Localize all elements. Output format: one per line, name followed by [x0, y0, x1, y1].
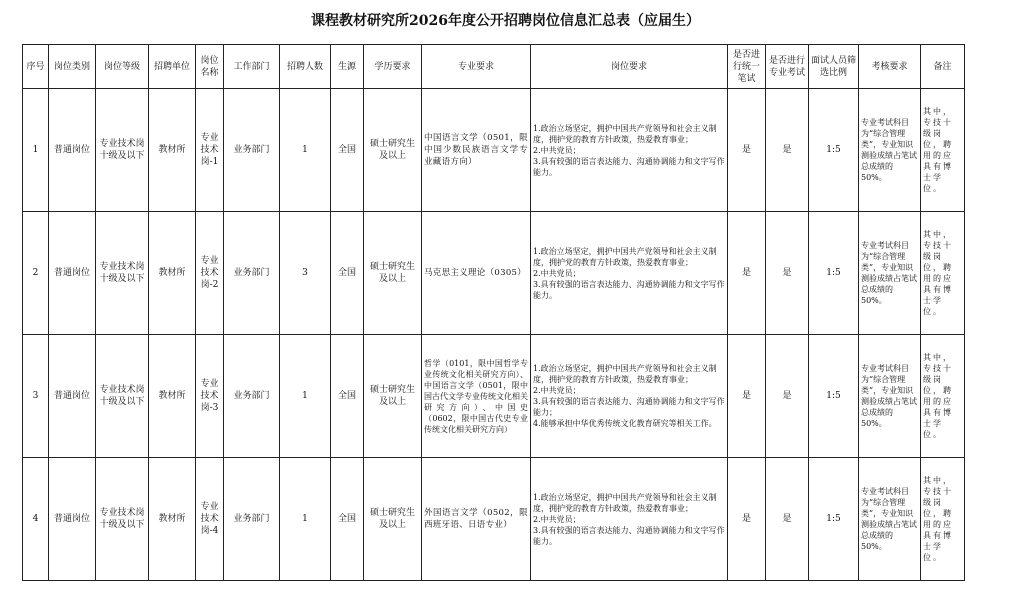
cell-unit: 教材所 [149, 335, 196, 458]
header-row [23, 45, 965, 89]
cell-ratio: 1:5 [809, 335, 859, 458]
table-row [23, 89, 965, 212]
header-pro-exam: 是否进行专业考试 [766, 45, 809, 89]
cell-ratio: 1:5 [809, 458, 859, 581]
cell-post-req [531, 212, 728, 335]
header-source: 生源 [331, 45, 364, 89]
cell-post-req [531, 89, 728, 212]
cell-pro-exam: 是 [766, 212, 809, 335]
cell-major: 马克思主义理论（0305） [422, 212, 531, 335]
cell-major: 外国语言文学（0502，限西班牙语、日语专业） [422, 458, 531, 581]
cell-assessment: 专业考试科目为“综合管理类”，专业知识测验成绩占笔试总成绩的50%。 [859, 212, 921, 335]
cell-level: 专业技术岗十级及以下 [96, 89, 149, 212]
cell-post-name: 专业技术岗-1 [196, 89, 224, 212]
cell-education: 硕士研究生及以上 [364, 335, 422, 458]
cell-count: 3 [280, 212, 331, 335]
cell-ratio: 1:5 [809, 212, 859, 335]
post-req-text: 1.政治立场坚定，拥护中国共产党领导和社会主义制度，拥护党的教育方针政策，热爱教育事业； 2.中共党员； 3.具有较强的语言表达能力、沟通协调能力和文字写作能力。 [533, 123, 725, 177]
header-written: 是否进行统一笔试 [728, 45, 766, 89]
cell-level: 专业技术岗十级及以下 [96, 212, 149, 335]
cell-count: 1 [280, 335, 331, 458]
cell-dept: 业务部门 [224, 212, 280, 335]
header-dept: 工作部门 [224, 45, 280, 89]
cell-unit: 教材所 [149, 458, 196, 581]
cell-major: 中国语言文学（0501，限中国少数民族语言文学专业藏语方向） [422, 89, 531, 212]
cell-dept: 业务部门 [224, 89, 280, 212]
cell-assessment: 专业考试科目为“综合管理类”，专业知识测验成绩占笔试总成绩的50%。 [859, 335, 921, 458]
header-remarks: 备注 [921, 45, 965, 89]
cell-no: 1 [23, 89, 49, 212]
cell-written: 是 [728, 212, 766, 335]
cell-pro-exam: 是 [766, 89, 809, 212]
cell-education: 硕士研究生及以上 [364, 212, 422, 335]
cell-major: 哲学（0101，限中国哲学专业传统文化相关研究方向）、中国语言文学（0501，限中国古代文学专业传统文化相关研究方向）、中国史（0602，限中国古代史专业传统文化相关研究方向） [422, 335, 531, 458]
cell-post-req [531, 458, 728, 581]
header-unit: 招聘单位 [149, 45, 196, 89]
cell-no: 4 [23, 458, 49, 581]
header-education: 学历要求 [364, 45, 422, 89]
cell-remarks: 其中，专技十级岗位，聘用的应具有博士学位。 [921, 89, 965, 212]
cell-post-req [531, 335, 728, 458]
table-row [23, 335, 965, 458]
header-category: 岗位类别 [49, 45, 96, 89]
header-major: 专业要求 [422, 45, 531, 89]
cell-post-name: 专业技术岗-3 [196, 335, 224, 458]
cell-unit: 教材所 [149, 212, 196, 335]
header-post-name: 岗位名称 [196, 45, 224, 89]
post-req-text: 1.政治立场坚定，拥护中国共产党领导和社会主义制度，拥护党的教育方针政策，热爱教育事业； 2.中共党员； 3.具有较强的语言表达能力、沟通协调能力和文字写作能力； 4.能够承担中华优秀传统文化教育研究等相关工作。 [533, 364, 725, 428]
cell-written: 是 [728, 458, 766, 581]
cell-source: 全国 [331, 89, 364, 212]
cell-dept: 业务部门 [224, 335, 280, 458]
cell-category: 普通岗位 [49, 458, 96, 581]
cell-assessment: 专业考试科目为“综合管理类”，专业知识测验成绩占笔试总成绩的50%。 [859, 89, 921, 212]
post-req-text: 1.政治立场坚定，拥护中国共产党领导和社会主义制度，拥护党的教育方针政策，热爱教育事业； 2.中共党员； 3.具有较强的语言表达能力、沟通协调能力和文字写作能力。 [533, 492, 725, 546]
page-title: 课程教材研究所2026年度公开招聘岗位信息汇总表（应届生） [311, 13, 700, 29]
cell-dept: 业务部门 [224, 458, 280, 581]
cell-no: 3 [23, 335, 49, 458]
cell-source: 全国 [331, 458, 364, 581]
header-level: 岗位等级 [96, 45, 149, 89]
cell-remarks: 其中，专技十级岗位，聘用的应具有博士学位。 [921, 212, 965, 335]
header-assessment: 考核要求 [859, 45, 921, 89]
cell-post-name: 专业技术岗-4 [196, 458, 224, 581]
header-no: 序号 [23, 45, 49, 89]
cell-pro-exam: 是 [766, 458, 809, 581]
cell-category: 普通岗位 [49, 89, 96, 212]
cell-count: 1 [280, 458, 331, 581]
cell-remarks: 其中，专技十级岗位，聘用的应具有博士学位。 [921, 458, 965, 581]
cell-source: 全国 [331, 335, 364, 458]
table-row [23, 212, 965, 335]
cell-source: 全国 [331, 212, 364, 335]
recruitment-table [22, 44, 965, 581]
cell-category: 普通岗位 [49, 212, 96, 335]
cell-ratio: 1:5 [809, 89, 859, 212]
cell-level: 专业技术岗十级及以下 [96, 335, 149, 458]
cell-remarks: 其中，专技十级岗位，聘用的应具有博士学位。 [921, 335, 965, 458]
cell-education: 硕士研究生及以上 [364, 458, 422, 581]
cell-post-name: 专业技术岗-2 [196, 212, 224, 335]
cell-count: 1 [280, 89, 331, 212]
header-post-req: 岗位要求 [531, 45, 728, 89]
cell-level: 专业技术岗十级及以下 [96, 458, 149, 581]
table-row [23, 458, 965, 581]
cell-education: 硕士研究生及以上 [364, 89, 422, 212]
cell-written: 是 [728, 335, 766, 458]
cell-written: 是 [728, 89, 766, 212]
cell-unit: 教材所 [149, 89, 196, 212]
header-count: 招聘人数 [280, 45, 331, 89]
cell-assessment: 专业考试科目为“综合管理类”，专业知识测验成绩占笔试总成绩的50%。 [859, 458, 921, 581]
cell-category: 普通岗位 [49, 335, 96, 458]
post-req-text: 1.政治立场坚定，拥护中国共产党领导和社会主义制度，拥护党的教育方针政策，热爱教育事业； 2.中共党员； 3.具有较强的语言表达能力、沟通协调能力和文字写作能力。 [533, 246, 725, 300]
cell-no: 2 [23, 212, 49, 335]
header-ratio: 面试人员筛选比例 [809, 45, 859, 89]
cell-pro-exam: 是 [766, 335, 809, 458]
